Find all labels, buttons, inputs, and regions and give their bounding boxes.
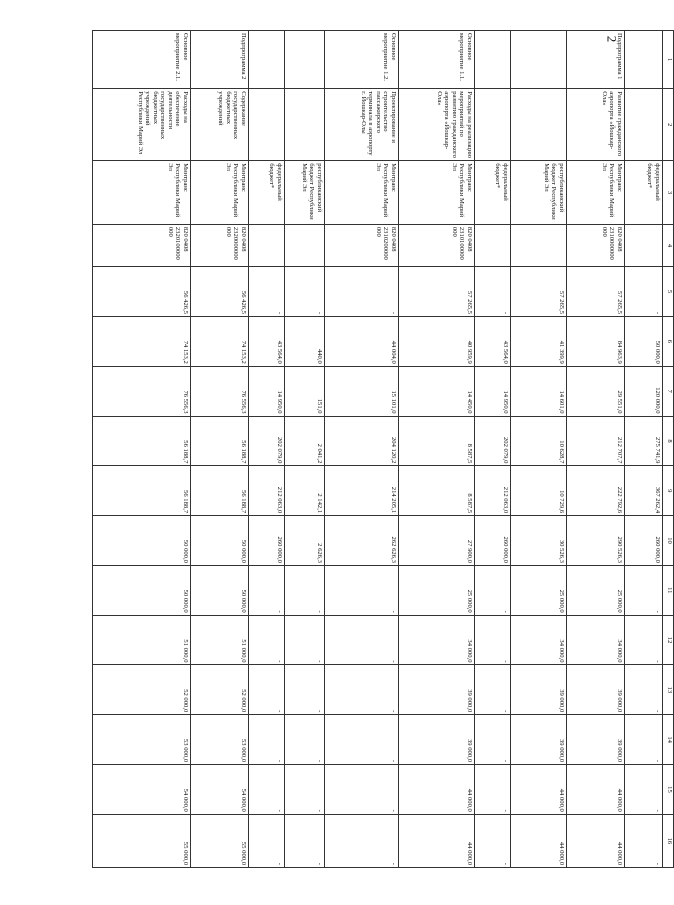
cell-c2: Проектирование и строительство пассажирского терминала в аэропорту г. Йошкар-Олы [325,89,399,161]
cell-value-col-12: 34 000,0 [511,615,567,665]
cell-c4: 820 0408 2310100000 000 [399,224,475,266]
cell-c2 [511,89,567,161]
cell-value-col-12: - [625,615,663,665]
cell-value-col-10: 27 900,0 [399,516,475,566]
cell-value-col-7: 14 950,0 [475,366,511,416]
cell-value-col-15: 54 000,0 [93,765,191,815]
cell-value-col-15: 44 000,0 [399,765,475,815]
cell-value-col-8: 202 079,0 [475,416,511,466]
column-number-13: 13 [663,665,674,715]
cell-value-col-13: 39 000,0 [511,665,567,715]
cell-value-col-16: 55 000,0 [191,814,249,867]
cell-value-col-8: 202 079,0 [249,416,285,466]
cell-c4 [625,224,663,266]
cell-value-col-8: 56 188,7 [93,416,191,466]
table-row [325,31,399,868]
cell-value-col-5: - [475,267,511,317]
cell-c1 [511,31,567,89]
cell-value-col-6: 41 399,9 [511,317,567,367]
cell-value-col-7: 76 556,3 [93,366,191,416]
cell-value-col-14: - [325,715,399,765]
cell-value-col-6: 74 153,2 [93,317,191,367]
cell-value-col-9: 212 063,0 [249,466,285,516]
cell-value-col-9: 2 142,1 [285,466,325,516]
cell-value-col-9: 10 729,6 [511,466,567,516]
cell-value-col-6: 43 564,0 [249,317,285,367]
cell-c2: Расходы на реализацию мероприятий по развитию гражданского аэропорта «Йошкар-Ола» [399,89,475,161]
cell-value-col-10: 260 000,0 [475,516,511,566]
cell-value-col-10: 290 526,3 [567,516,625,566]
cell-value-col-12: 51 000,0 [191,615,249,665]
cell-value-col-13: 39 000,0 [567,665,625,715]
column-number-3: 3 [663,161,674,225]
cell-value-col-7: 120 000,0 [625,366,663,416]
cell-c1 [625,31,663,89]
cell-c4 [249,224,285,266]
column-number-6: 6 [663,317,674,367]
cell-value-col-6: 43 564,0 [475,317,511,367]
table-row [93,31,191,868]
cell-c3: федеральный бюджет* [249,161,285,225]
cell-value-col-14: 39 000,0 [399,715,475,765]
cell-value-col-8: 204 120,2 [325,416,399,466]
cell-value-col-15: - [475,765,511,815]
cell-value-col-8: 10 628,7 [511,416,567,466]
cell-c1: Подпрограмма 2 [191,31,249,89]
cell-c4: 820 0408 2310200000 000 [325,224,399,266]
cell-value-col-11: - [475,565,511,615]
cell-value-col-11: 50 000,0 [191,565,249,615]
cell-value-col-5: 57 265,5 [567,267,625,317]
cell-value-col-13: - [285,665,325,715]
cell-value-col-5: - [325,267,399,317]
column-number-2: 2 [663,89,674,161]
cell-value-col-5: 57 265,5 [511,267,567,317]
cell-value-col-13: - [625,665,663,715]
cell-value-col-15: - [625,765,663,815]
cell-value-col-14: 53 000,0 [93,715,191,765]
cell-value-col-16: - [625,814,663,867]
cell-c2 [249,89,285,161]
cell-c3: федеральный бюджет* [625,161,663,225]
cell-value-col-8: 8 587,5 [399,416,475,466]
cell-value-col-5: 56 426,5 [93,267,191,317]
cell-value-col-9: 214 205,1 [325,466,399,516]
cell-c4: 820 0408 2320100000 000 [93,224,191,266]
cell-value-col-6: 74 153,2 [191,317,249,367]
cell-value-col-11: - [249,565,285,615]
cell-value-col-8: 56 188,7 [191,416,249,466]
cell-value-col-11: - [325,565,399,615]
cell-value-col-11: - [285,565,325,615]
column-number-11: 11 [663,565,674,615]
cell-c3: Минтранс Республики Марий Эл [567,161,625,225]
cell-value-col-13: 52 000,0 [191,665,249,715]
column-number-14: 14 [663,715,674,765]
cell-value-col-12: 51 000,0 [93,615,191,665]
cell-value-col-14: 39 000,0 [511,715,567,765]
cell-value-col-11: 25 000,0 [399,565,475,615]
cell-value-col-5: 56 426,5 [191,267,249,317]
cell-value-col-14: 53 000,0 [191,715,249,765]
cell-value-col-9: 56 188,7 [191,466,249,516]
column-number-16: 16 [663,814,674,867]
cell-value-col-16: - [325,814,399,867]
cell-value-col-10: 262 626,3 [325,516,399,566]
cell-value-col-14: - [285,715,325,765]
cell-value-col-8: 212 707,7 [567,416,625,466]
cell-c2 [475,89,511,161]
cell-c2: Развитие гражданского аэропорта «Йошкар-Ола» [567,89,625,161]
cell-value-col-6: 50 000,0 [625,317,663,367]
table-row [511,31,567,868]
cell-value-col-6: 40 959,9 [399,317,475,367]
table-row [625,31,663,868]
cell-c1 [285,31,325,89]
cell-value-col-13: - [249,665,285,715]
cell-value-col-16: 44 000,0 [511,814,567,867]
cell-c4 [475,224,511,266]
cell-c2 [625,89,663,161]
cell-value-col-10: 2 626,3 [285,516,325,566]
cell-c1: Подпрограмма 1 [567,31,625,89]
cell-value-col-9: 212 063,0 [475,466,511,516]
cell-value-col-12: - [285,615,325,665]
cell-value-col-15: 44 000,0 [511,765,567,815]
cell-value-col-7: 14 950,0 [249,366,285,416]
table-row [249,31,285,868]
cell-c1 [249,31,285,89]
cell-value-col-9: 56 188,7 [93,466,191,516]
cell-c1: Основное мероприятие 1.1. [399,31,475,89]
rotated-table-wrapper [136,30,674,868]
cell-value-col-12: 34 000,0 [399,615,475,665]
cell-value-col-15: - [249,765,285,815]
cell-c1: Основное мероприятие 1.2. [325,31,399,89]
cell-value-col-10: 30 526,3 [511,516,567,566]
cell-value-col-15: - [285,765,325,815]
cell-value-col-14: - [625,715,663,765]
cell-value-col-11: - [625,565,663,615]
cell-c2 [285,89,325,161]
cell-value-col-15: 44 000,0 [567,765,625,815]
cell-value-col-13: 39 000,0 [399,665,475,715]
column-number-9: 9 [663,466,674,516]
cell-value-col-16: 55 000,0 [93,814,191,867]
cell-value-col-14: 39 000,0 [567,715,625,765]
table-row [567,31,625,868]
cell-value-col-7: 14 601,0 [511,366,567,416]
cell-value-col-13: 52 000,0 [93,665,191,715]
cell-value-col-16: 44 000,0 [399,814,475,867]
cell-value-col-13: - [325,665,399,715]
cell-value-col-7: 15 101,0 [325,366,399,416]
cell-c3: федеральный бюджет* [475,161,511,225]
cell-c2: Содержание государственных бюджетных учреждений [191,89,249,161]
cell-value-col-12: - [475,615,511,665]
cell-c3: республиканский бюджет Республики Марий Эл [511,161,567,225]
column-number-15: 15 [663,765,674,815]
column-number-5: 5 [663,267,674,317]
cell-value-col-9: 222 792,6 [567,466,625,516]
table-body [93,31,663,868]
cell-value-col-10: 50 000,0 [191,516,249,566]
cell-value-col-16: - [249,814,285,867]
cell-value-col-5: - [249,267,285,317]
cell-c4 [285,224,325,266]
cell-value-col-12: 34 000,0 [567,615,625,665]
cell-c3: Минтранс Республики Марий Эл [325,161,399,225]
cell-c4: 820 0408 2310000000 000 [567,224,625,266]
cell-c3: Минтранс Республики Марий Эл [399,161,475,225]
cell-value-col-9: 8 587,5 [399,466,475,516]
cell-value-col-7: 151,0 [285,366,325,416]
table-row [285,31,325,868]
cell-value-col-11: 50 000,0 [93,565,191,615]
table-row [191,31,249,868]
cell-value-col-10: 260 000,0 [625,516,663,566]
table-row [475,31,511,868]
cell-value-col-12: - [325,615,399,665]
cell-value-col-9: 367 262,4 [625,466,663,516]
cell-c4 [511,224,567,266]
column-number-8: 8 [663,416,674,466]
cell-value-col-6: 440,0 [285,317,325,367]
column-number-1: 1 [663,31,674,89]
cell-value-col-12: - [249,615,285,665]
cell-value-col-8: 2 041,2 [285,416,325,466]
table-row [399,31,475,868]
cell-value-col-5: - [285,267,325,317]
cell-value-col-10: 50 000,0 [93,516,191,566]
cell-value-col-8: 275 741,9 [625,416,663,466]
column-number-12: 12 [663,615,674,665]
cell-value-col-6: 44 004,0 [325,317,399,367]
column-number-10: 10 [663,516,674,566]
column-number-7: 7 [663,366,674,416]
column-number-4: 4 [663,224,674,266]
cell-value-col-5: 57 265,5 [399,267,475,317]
cell-c1 [475,31,511,89]
cell-value-col-11: 25 000,0 [567,565,625,615]
cell-value-col-16: - [285,814,325,867]
cell-value-col-16: - [475,814,511,867]
cell-value-col-10: 260 000,0 [249,516,285,566]
cell-value-col-7: 76 556,3 [191,366,249,416]
cell-c3: Минтранс Республики Марий Эл [93,161,191,225]
cell-c2: Расходы на обеспечение деятельности государственных бюджетных учреждений Республики Марий Эл [93,89,191,161]
cell-value-col-13: - [475,665,511,715]
cell-value-col-6: 84 963,9 [567,317,625,367]
column-number-row [663,31,674,868]
cell-value-col-14: - [475,715,511,765]
page-number: 2 [604,35,620,43]
cell-value-col-7: 29 551,0 [567,366,625,416]
cell-value-col-15: 54 000,0 [191,765,249,815]
cell-c1: Основное мероприятие 2.1. [93,31,191,89]
cell-value-col-11: 25 000,0 [511,565,567,615]
cell-value-col-5: - [625,267,663,317]
cell-c3: республиканский бюджет Республики Марий Эл [285,161,325,225]
cell-c3: Минтранс Республики Марий Эл [191,161,249,225]
cell-value-col-14: - [249,715,285,765]
cell-value-col-15: - [325,765,399,815]
cell-value-col-7: 14 450,0 [399,366,475,416]
cell-c4: 820 0408 2320000000 000 [191,224,249,266]
cell-value-col-16: 44 000,0 [567,814,625,867]
budget-table [92,30,674,868]
